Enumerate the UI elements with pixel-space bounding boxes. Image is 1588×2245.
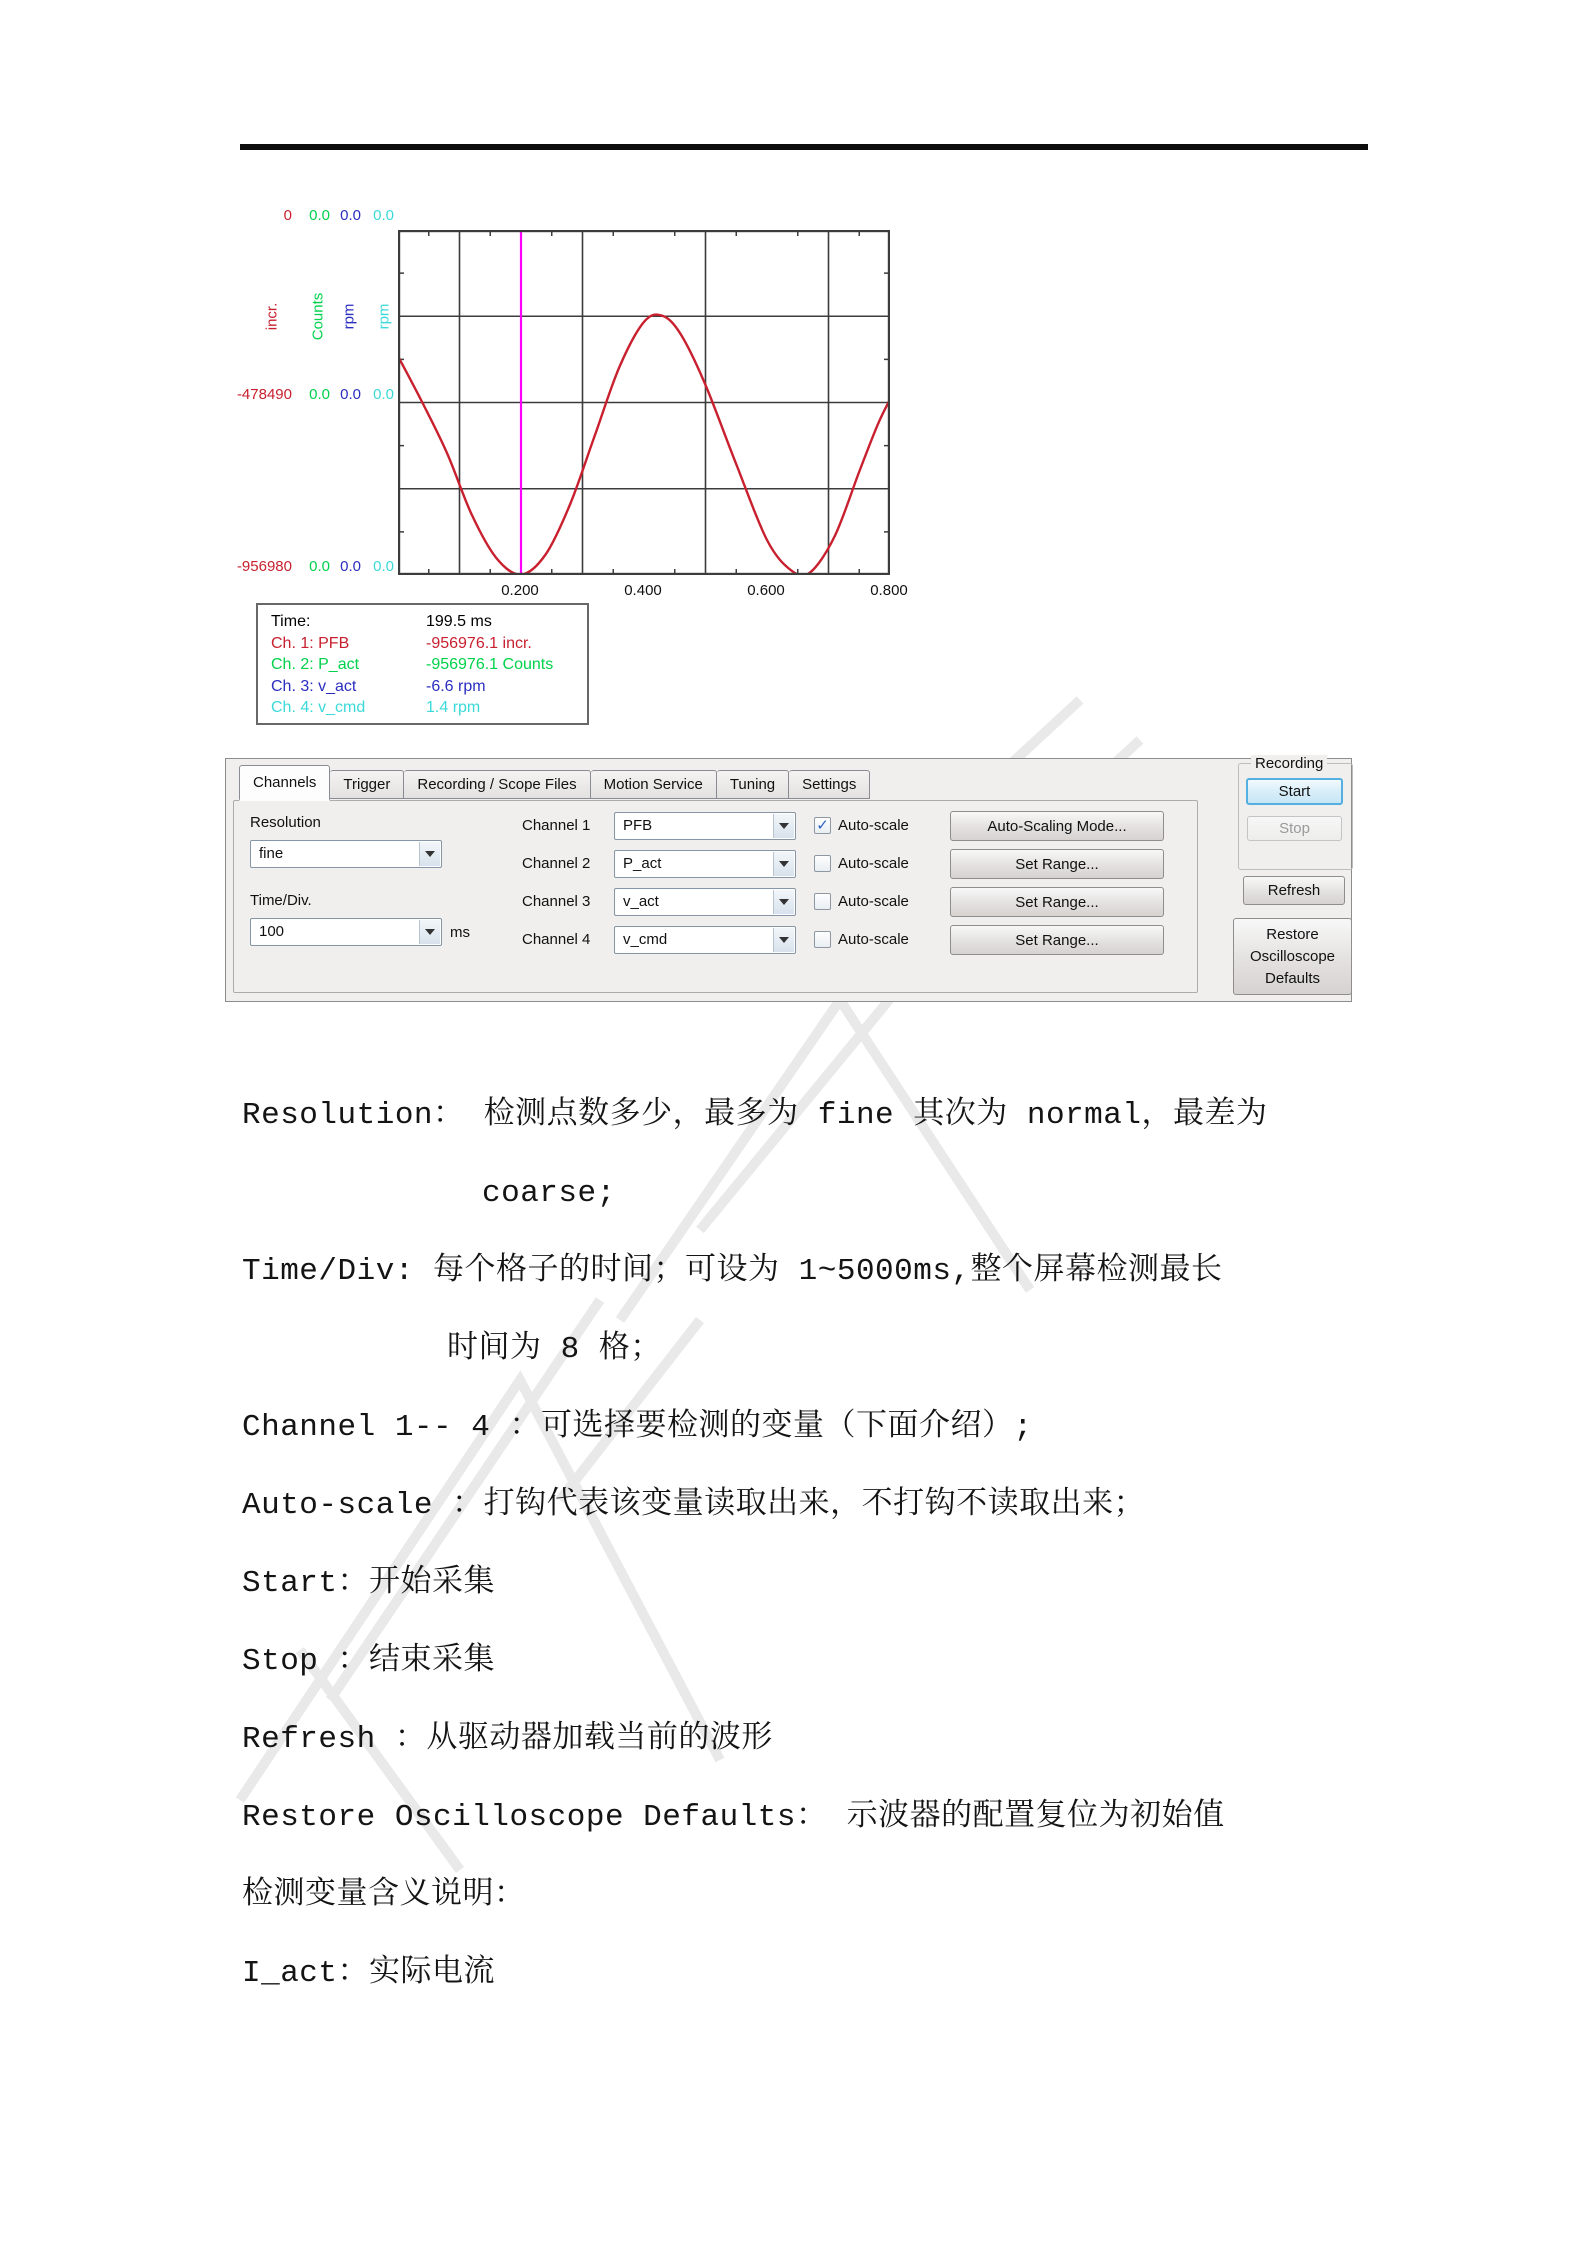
stop-button[interactable]: Stop xyxy=(1247,816,1342,841)
doc-line-8-divisions: 时间为 8 格； xyxy=(447,1332,662,1367)
chevron-down-icon xyxy=(773,814,794,838)
timediv-value: 100 xyxy=(259,923,285,940)
channel-3-autoscale-label: Auto-scale xyxy=(838,893,909,910)
tab-trigger[interactable]: Trigger xyxy=(330,770,404,799)
y-unit-ch4: rpm xyxy=(375,303,393,330)
readout-value: 199.5 ms xyxy=(426,613,492,630)
y-unit-ch3: rpm xyxy=(340,303,358,330)
set-range-button-4[interactable]: Set Range... xyxy=(950,925,1164,955)
channel-2-select[interactable] xyxy=(614,850,796,878)
waveform-svg xyxy=(398,230,890,575)
channel-4-value: v_cmd xyxy=(623,931,668,948)
x-label-0.600: 0.600 xyxy=(747,582,785,599)
y-top-ch3: 0.0 xyxy=(340,207,361,224)
chevron-down-icon xyxy=(419,842,440,866)
y-mid-ch3: 0.0 xyxy=(340,386,361,403)
y-mid-ch4: 0.0 xyxy=(373,386,394,403)
restore-oscilloscope-defaults-button[interactable]: Restore Oscilloscope Defaults xyxy=(1233,918,1352,995)
channel-2-label: Channel 2 xyxy=(522,855,591,872)
x-label-0.400: 0.400 xyxy=(624,582,662,599)
tab-channels[interactable]: Channels xyxy=(239,765,330,801)
y-unit-ch1: incr. xyxy=(263,302,281,331)
doc-line-autoscale: Auto-scale ：打钩代表该变量读取出来，不打钩不读取出来； xyxy=(242,1488,1146,1523)
readout-label: Ch. 2: P_act xyxy=(271,656,360,673)
refresh-button[interactable]: Refresh xyxy=(1243,876,1345,905)
tab-tuning[interactable]: Tuning xyxy=(717,770,789,799)
channel-1-autoscale-checkbox[interactable]: ✓ xyxy=(814,817,831,834)
doc-line-timediv: Time/Div: 每个格子的时间；可设为 1~5000ms,整个屏幕检测最长 xyxy=(242,1254,1223,1289)
readout-value: -6.6 rpm xyxy=(426,677,486,695)
channel-2-value: P_act xyxy=(623,855,662,872)
recording-group-title: Recording xyxy=(1251,755,1327,772)
timediv-unit: ms xyxy=(450,924,470,941)
channel-3-value: v_act xyxy=(623,893,659,910)
plot-area xyxy=(398,230,890,575)
timediv-select[interactable] xyxy=(250,918,442,946)
readout-value: -956976.1 Counts xyxy=(426,656,554,673)
doc-line-variables-heading: 检测变量含义说明： xyxy=(242,1878,526,1913)
readout-row xyxy=(258,611,587,633)
recording-groupbox xyxy=(1238,755,1353,870)
channel-4-select[interactable] xyxy=(614,926,796,954)
channel-4-label: Channel 4 xyxy=(522,931,591,948)
cursor-readout-panel xyxy=(256,603,589,725)
channel-3-autoscale-checkbox[interactable] xyxy=(814,893,831,910)
chevron-down-icon xyxy=(773,890,794,914)
timediv-label: Time/Div. xyxy=(250,892,312,909)
y-top-ch2: 0.0 xyxy=(309,207,330,224)
auto-scaling-mode-button[interactable]: Auto-Scaling Mode... xyxy=(950,811,1164,841)
readout-row xyxy=(258,654,587,676)
channel-2-autoscale-label: Auto-scale xyxy=(838,855,909,872)
tab-recording-scope-files[interactable]: Recording / Scope Files xyxy=(404,770,590,799)
readout-value: -956976.1 incr. xyxy=(426,634,532,652)
resolution-label: Resolution xyxy=(250,814,321,831)
channel-2-autoscale-checkbox[interactable] xyxy=(814,855,831,872)
y-unit-ch2: Counts xyxy=(309,292,327,341)
doc-line-refresh: Refresh ：从驱动器加载当前的波形 xyxy=(242,1722,773,1757)
tab-motion-service[interactable]: Motion Service xyxy=(591,770,717,799)
doc-line-restore: Restore Oscilloscope Defaults： 示波器的配置复位为初始值 xyxy=(242,1800,1225,1835)
oscilloscope-chart xyxy=(0,190,1588,620)
chevron-down-icon xyxy=(419,920,440,944)
y-mid-ch1: -478490 xyxy=(236,386,292,403)
channel-3-select[interactable] xyxy=(614,888,796,916)
chevron-down-icon xyxy=(773,852,794,876)
y-bot-ch1: -956980 xyxy=(236,558,292,575)
readout-label: Ch. 4: v_cmd xyxy=(271,699,366,716)
doc-line-stop: Stop ：结束采集 xyxy=(242,1644,496,1679)
x-label-0.200: 0.200 xyxy=(501,582,539,599)
readout-value: 1.4 rpm xyxy=(426,699,481,716)
set-range-button-3[interactable]: Set Range... xyxy=(950,887,1164,917)
channel-4-autoscale-checkbox[interactable] xyxy=(814,931,831,948)
scope-settings-window xyxy=(225,755,1352,1002)
readout-row xyxy=(258,633,587,655)
channel-1-autoscale-label: Auto-scale xyxy=(838,817,909,834)
channel-4-autoscale-label: Auto-scale xyxy=(838,931,909,948)
channel-1-select[interactable] xyxy=(614,812,796,840)
channels-groupbox xyxy=(233,800,1198,993)
tab-strip xyxy=(239,765,870,799)
readout-label: Time: xyxy=(271,613,311,630)
y-bot-ch4: 0.0 xyxy=(373,558,394,575)
channel-1-value: PFB xyxy=(623,817,653,834)
readout-row xyxy=(258,697,587,719)
horizontal-rule xyxy=(240,144,1368,150)
y-mid-ch2: 0.0 xyxy=(309,386,330,403)
doc-line-resolution: Resolution： 检测点数多少，最多为 fine 其次为 normal，最差为 xyxy=(242,1098,1268,1133)
y-top-ch1: 0 xyxy=(283,207,292,224)
waveform-PFB xyxy=(398,315,890,575)
y-bot-ch3: 0.0 xyxy=(340,558,361,575)
y-bot-ch2: 0.0 xyxy=(309,558,330,575)
readout-row xyxy=(258,676,587,698)
x-label-0.800: 0.800 xyxy=(870,582,908,599)
doc-line-coarse: coarse; xyxy=(482,1176,616,1211)
resolution-value: fine xyxy=(259,845,284,862)
doc-line-start: Start：开始采集 xyxy=(242,1566,496,1601)
channel-3-label: Channel 3 xyxy=(522,893,591,910)
doc-line-iact: I_act：实际电流 xyxy=(242,1956,496,1991)
readout-label: Ch. 3: v_act xyxy=(271,677,357,695)
resolution-select[interactable] xyxy=(250,840,442,868)
start-button[interactable]: Start xyxy=(1246,778,1343,805)
tab-settings[interactable]: Settings xyxy=(789,770,870,799)
channel-1-label: Channel 1 xyxy=(522,817,591,834)
chevron-down-icon xyxy=(773,928,794,952)
set-range-button-2[interactable]: Set Range... xyxy=(950,849,1164,879)
doc-line-channel: Channel 1-- 4 ：可选择要检测的变量（下面介绍）; xyxy=(242,1410,1033,1445)
readout-label: Ch. 1: PFB xyxy=(271,634,350,652)
y-top-ch4: 0.0 xyxy=(373,207,394,224)
